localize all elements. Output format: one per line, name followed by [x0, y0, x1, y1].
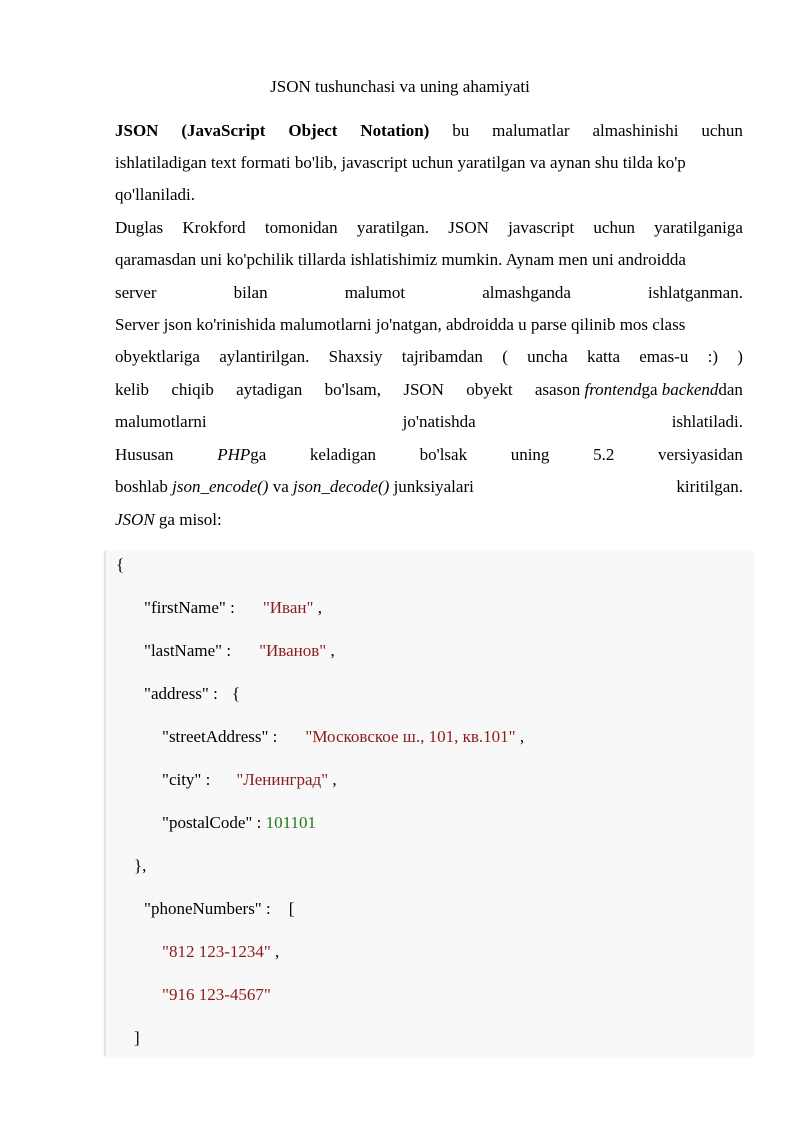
- word: bu: [452, 121, 470, 140]
- para2-line9: [115, 476, 743, 498]
- word: emas-u: [639, 347, 689, 366]
- code-line-postal: [162, 812, 316, 834]
- word: Krokford: [182, 218, 246, 237]
- word-part: ga: [641, 380, 658, 399]
- json-key: "postalCode" :: [162, 813, 262, 832]
- italic-term: backend: [661, 380, 719, 399]
- json-key: "firstName" :: [144, 598, 235, 617]
- json-string: "Иван": [262, 598, 314, 617]
- word: malumot: [344, 283, 406, 302]
- code-line-firstname: [144, 597, 322, 619]
- code-open-brace: {: [116, 555, 125, 574]
- code-phones-close: ]: [134, 1028, 140, 1047]
- word: obyektlariga: [115, 347, 200, 366]
- para2-line8: [115, 444, 743, 466]
- json-code-block: [104, 551, 754, 1056]
- document-title: JSON tushunchasi va uning ahamiyati: [270, 77, 530, 96]
- json-string: "Иванов": [259, 641, 327, 660]
- word: malumatlar: [492, 121, 570, 140]
- word: Hususan: [115, 445, 174, 464]
- json-string: "Московское ш., 101, кв.101": [305, 727, 516, 746]
- word: uning: [510, 445, 550, 464]
- code-line-city: [162, 769, 337, 791]
- word-part: asason: [534, 380, 581, 399]
- json-key: "phoneNumbers" :: [144, 899, 271, 918]
- json-string: "812 123-1234": [162, 942, 271, 961]
- italic-term: JSON: [115, 510, 155, 529]
- word: ishlatganman.: [648, 283, 743, 302]
- word: (JavaScript: [181, 121, 266, 140]
- word: uchun: [593, 218, 635, 237]
- para2-line4: Server json ko'rinishida malumotlarni jo'natgan, abdroidda u parse qilinib mos class: [115, 315, 686, 334]
- code-line-phone1: [162, 941, 279, 963]
- json-key: "address" :: [144, 684, 218, 703]
- para1-line1: [115, 120, 743, 142]
- para2-line7: [115, 411, 743, 433]
- word: JSON: [115, 121, 159, 140]
- word: tajribamdan: [401, 347, 483, 366]
- word: tomonidan: [264, 218, 338, 237]
- code-line-lastname: [144, 640, 335, 662]
- word: chiqib: [171, 380, 214, 399]
- word: Notation): [360, 121, 430, 140]
- italic-term: json_encode(): [172, 477, 269, 496]
- word: 5.2: [593, 445, 615, 464]
- code-line-phone2: [162, 984, 271, 1006]
- json-comma: ,: [332, 770, 337, 789]
- word: JSON: [403, 380, 444, 399]
- word: bilan: [233, 283, 268, 302]
- word-part: dan: [718, 380, 743, 399]
- code-address-close: },: [134, 856, 147, 875]
- word: server: [115, 283, 157, 302]
- code-line-street: [162, 726, 524, 748]
- json-string: "Ленинград": [236, 770, 329, 789]
- word: javascript: [508, 218, 575, 237]
- json-key: "city" :: [162, 770, 211, 789]
- para1-line3: qo'llaniladi.: [115, 185, 196, 204]
- word: bo'lsam,: [324, 380, 381, 399]
- word: aytadigan: [236, 380, 303, 399]
- word: almashinishi: [592, 121, 679, 140]
- word: uchun: [701, 121, 743, 140]
- word: [535, 379, 743, 401]
- para2-line1: [115, 217, 743, 239]
- word: malumotlarni: [115, 412, 207, 431]
- word: boshlab: [115, 477, 168, 496]
- word: obyekt: [466, 380, 513, 399]
- word: jo'natishda: [402, 412, 476, 431]
- word: Object: [288, 121, 338, 140]
- para2-line2: qaramasdan uni ko'pchilik tillarda ishlatishimiz mumkin. Aynam men uni androidda: [115, 250, 686, 269]
- word: almashganda: [482, 283, 571, 302]
- json-key: "lastName" :: [144, 641, 232, 660]
- word: (: [502, 347, 508, 366]
- para2-line3: [115, 282, 743, 304]
- word: yaratilgan.: [356, 218, 430, 237]
- word: va: [272, 477, 289, 496]
- word: ): [737, 347, 743, 366]
- word: JSON: [448, 218, 489, 237]
- para2-line10: [115, 509, 743, 531]
- code-line-phones: [144, 898, 294, 920]
- word-part: ga: [250, 445, 267, 464]
- para2-line5: [115, 346, 743, 368]
- json-comma: ,: [519, 727, 525, 746]
- word: versiyasidan: [657, 445, 743, 464]
- word: :): [707, 347, 718, 366]
- para2-line6: [115, 379, 743, 401]
- word: katta: [586, 347, 620, 366]
- word: uncha: [527, 347, 568, 366]
- word: aylantirilgan.: [219, 347, 310, 366]
- json-comma: ,: [275, 942, 280, 961]
- para1-line2: ishlatiladigan text formati bo'lib, javascript uchun yaratilgan va aynan shu tilda ko'p: [115, 153, 686, 172]
- word: junksiyalari: [393, 477, 474, 496]
- italic-term: PHP: [217, 445, 251, 464]
- italic-term: frontend: [584, 380, 642, 399]
- word: ishlatiladi.: [671, 412, 743, 431]
- json-comma: ,: [330, 641, 335, 660]
- word-part: ga misol:: [154, 510, 222, 529]
- word: Shaxsiy: [328, 347, 383, 366]
- json-bracket: [: [288, 899, 295, 918]
- json-comma: ,: [317, 598, 322, 617]
- word: [217, 444, 266, 466]
- word: bo'lsak: [419, 445, 468, 464]
- word: Duglas: [115, 218, 164, 237]
- json-brace: {: [231, 684, 241, 703]
- json-string: "916 123-4567": [162, 985, 271, 1004]
- word: keladigan: [309, 445, 376, 464]
- word: yaratilganiga: [654, 218, 743, 237]
- word: kelib: [115, 380, 149, 399]
- word: kiritilgan.: [676, 477, 743, 496]
- code-line-address: [144, 683, 240, 705]
- json-number: 101101: [265, 813, 316, 832]
- json-key: "streetAddress" :: [162, 727, 278, 746]
- italic-term: json_decode(): [293, 477, 390, 496]
